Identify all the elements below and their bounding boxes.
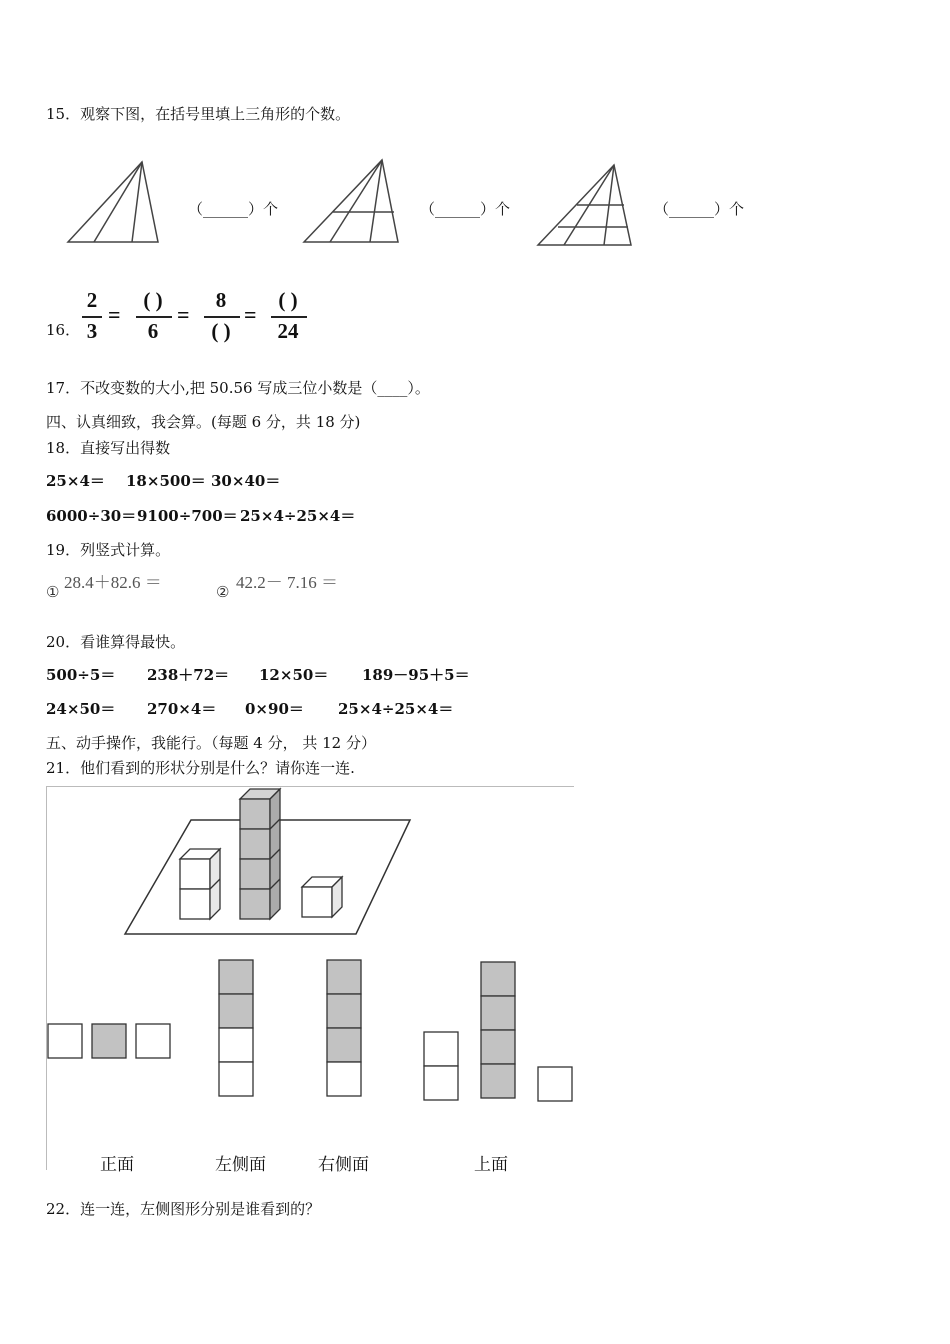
q20-r2-c1: 24×50＝ [46, 700, 116, 718]
cube-single-white [302, 877, 342, 917]
q19-mark-2: ② [216, 583, 230, 601]
frac-a-numerator: 2 [86, 288, 98, 312]
triangle-figure-3 [532, 160, 642, 250]
q21-figure [46, 786, 576, 1174]
q15-text: 15．观察下图，在括号里填上三角形的个数。 [46, 105, 351, 123]
frac-c-bar [204, 316, 240, 318]
q19-text: 19．列竖式计算。 [46, 541, 171, 559]
q19-expr-2: 42.2－ 7.16 ＝ [236, 573, 338, 592]
view-option-row-3 [48, 1024, 170, 1058]
q17-text: 17．不改变数的大小,把 50.56 写成三位小数是（____）。 [46, 379, 430, 397]
view-option-mixed [424, 962, 572, 1101]
q19-mark-1: ① [46, 583, 60, 601]
frac-b-denominator: 6 [147, 319, 159, 343]
view-option-column-2gray [219, 960, 253, 1096]
q20-r2-c4: 25×4÷25×4＝ [338, 700, 454, 718]
cube-stack-white-2 [180, 849, 220, 919]
cube-stack-gray-4 [240, 789, 280, 919]
q20-r1-c1: 500÷5＝ [46, 666, 116, 684]
frac-a-bar [82, 316, 102, 318]
q18-r2-c2: 9100÷700＝ [137, 507, 238, 525]
frac-c-numerator: 8 [215, 288, 227, 312]
q20-r2-c3: 0×90＝ [245, 700, 304, 718]
q18-r2-c1: 6000÷30＝ [46, 507, 137, 525]
triangle-figure-2 [298, 155, 408, 247]
q21-text: 21．他们看到的形状分别是什么？请你连一连. [46, 759, 355, 777]
frac-d-bar [271, 316, 307, 318]
label-top: 上面 [474, 1155, 508, 1175]
q20-r2-c2: 270×4＝ [147, 700, 217, 718]
equals-sign-2: = [177, 302, 190, 327]
label-left-side: 左侧面 [215, 1155, 266, 1175]
q18-r1-c1: 25×4＝ [46, 472, 105, 490]
frac-b-bar [136, 316, 172, 318]
section5-heading: 五、动手操作，我能行。（每题 4 分， 共 12 分） [46, 734, 376, 752]
equals-sign-3: = [244, 302, 257, 327]
q16-fraction-equation [80, 288, 320, 346]
q18-r1-c2: 18×500＝ [126, 472, 206, 490]
q16-number: 16． [46, 321, 81, 339]
equals-sign-1: = [108, 302, 121, 327]
frac-d-denominator: 24 [277, 319, 299, 343]
frac-d-numerator[interactable]: ( ) [278, 288, 298, 312]
q22-text: 22．连一连，左侧图形分别是谁看到的？ [46, 1200, 321, 1218]
label-right-side: 右侧面 [318, 1155, 369, 1175]
q20-text: 20．看谁算得最快。 [46, 633, 186, 651]
q19-expr-1: 28.4＋82.6 ＝ [64, 573, 162, 592]
q18-r2-c3: 25×4÷25×4＝ [240, 507, 356, 525]
view-option-column-3gray [327, 960, 361, 1096]
q18-text: 18．直接写出得数 [46, 439, 171, 457]
q15-blank-2[interactable]: （______）个 [420, 200, 511, 218]
q18-r1-c3: 30×40＝ [211, 472, 281, 490]
q15-blank-1[interactable]: （______）个 [188, 200, 279, 218]
q15-blank-3[interactable]: （______）个 [654, 200, 745, 218]
q20-r1-c2: 238＋72＝ [147, 666, 230, 684]
frac-c-denominator[interactable]: ( ) [211, 319, 231, 343]
section4-heading: 四、认真细致，我会算。(每题 6 分，共 18 分) [46, 413, 361, 431]
triangle-figure-1 [60, 158, 170, 248]
frac-a-denominator: 3 [86, 319, 98, 343]
q20-r1-c4: 189－95＋5＝ [362, 666, 470, 684]
q20-r1-c3: 12×50＝ [259, 666, 329, 684]
frac-b-numerator[interactable]: ( ) [143, 288, 163, 312]
label-front: 正面 [100, 1155, 134, 1175]
